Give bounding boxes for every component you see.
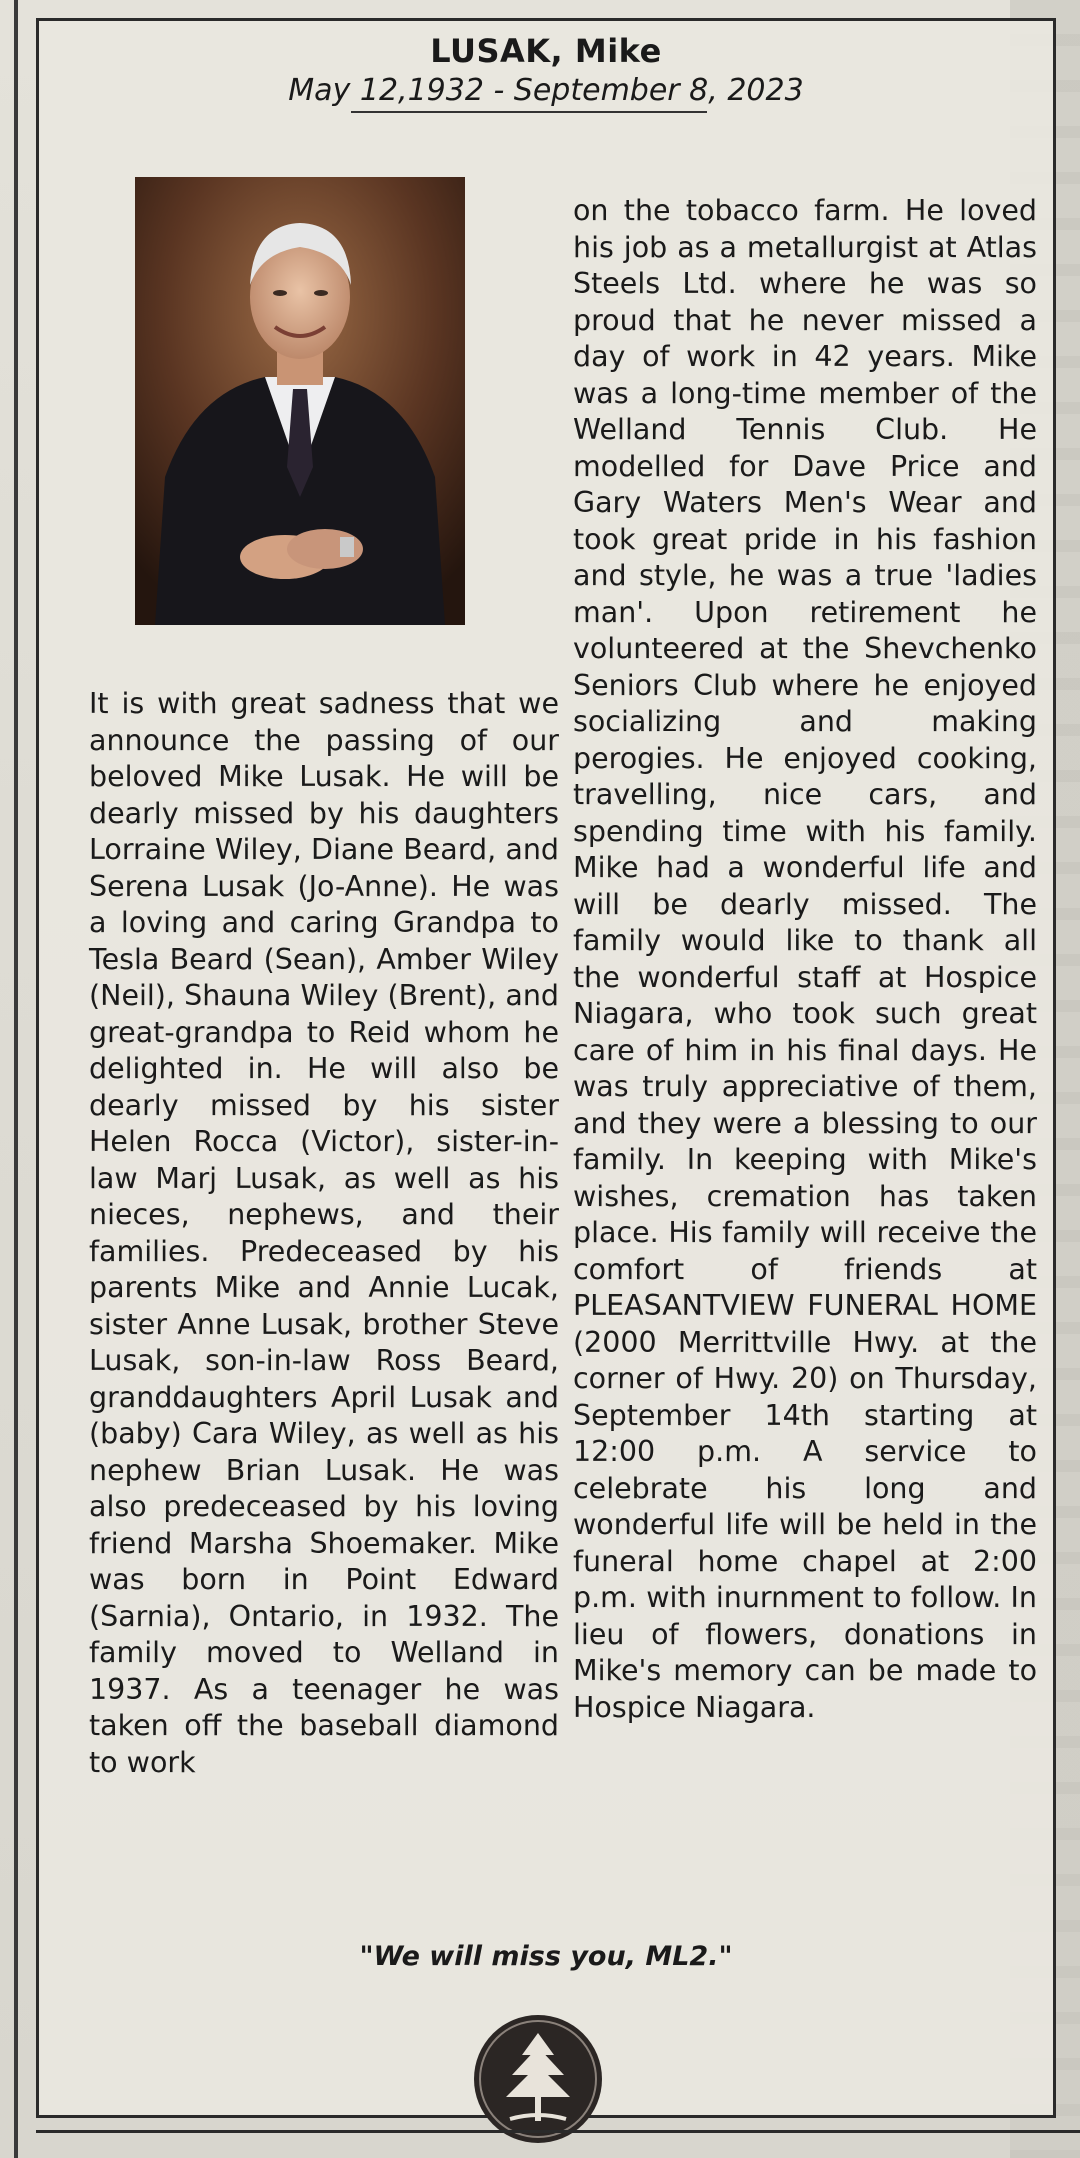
deceased-name: LUSAK, Mike xyxy=(430,32,662,70)
portrait-photo xyxy=(135,177,465,625)
obituary-right-paragraph: on the tobacco farm. He loved his job as a metallurgist at Atlas Steels Ltd. where he was so proud that he never missed a day of work in 42 years. Mike was a long-time member of the Welland Tennis Club. He modelled for Dave Price and Gary Waters Men's Wear and took great pride in his fashion and style, he was a true 'ladies man'. Upon retirement he volunteered at the Shevchenko Seniors Club where he enjoyed socializing and making perogies. He enjoyed cooking, travelling, nice cars, and spending time with his family. Mike had a wonderful life and will be dearly missed. The family would like to thank all the wonderful staff at Hospice Niagara, who took such great care of him in his final days. He was truly appreciative of them, and they were a blessing to our family. In keeping with Mike's wishes, cremation has taken place. His family will receive the comfort of friends at PLEASANTVIEW FUNERAL HOME (2000 Merrittville Hwy. at the corner of Hwy. 20) on Thursday, September 14th starting at 12:00 p.m. A service to celebrate his long and wonderful life will be held in the funeral home chapel at 2:00 p.m. with inurnment to follow. In lieu of flowers, donations in Mike's memory can be made to Hospice Niagara. xyxy=(573,194,1037,1724)
left-column-rule xyxy=(14,0,18,2158)
dates-underline xyxy=(351,111,707,113)
tree-emblem-icon xyxy=(470,2011,606,2147)
life-dates: May 12,1932 - September 8, 2023 xyxy=(288,73,804,108)
obituary-header xyxy=(39,31,1053,111)
obituary-frame xyxy=(36,18,1056,2118)
memorial-quote: "We will miss you, ML2." xyxy=(359,1941,733,1972)
bottom-rule xyxy=(36,2130,1080,2133)
obituary-text-left xyxy=(89,686,559,1781)
portrait-illustration xyxy=(135,177,465,625)
obituary-left-paragraph: It is with great sadness that we announce the passing of our beloved Mike Lusak. He will be dearly missed by his daughters Lorraine Wiley, Diane Beard, and Serena Lusak (Jo-Anne). He was a loving and caring Grandpa to Tesla Beard (Sean), Amber Wiley (Neil), Shauna Wiley (Brent), and great-grandpa to Reid whom he delighted in. He will also be dearly missed by his sister Helen Rocca (Victor), sister-in-law Marj Lusak, as well as his nieces, nephews, and their families. Predeceased by his parents Mike and Annie Lucak, sister Anne Lusak, brother Steve Lusak, son-in-law Ross Beard, granddaughters April Lusak and (baby) Cara Wiley, as well as his nephew Brian Lusak. He was also predeceased by his loving friend Marsha Shoemaker. Mike was born in Point Edward (Sarnia), Ontario, in 1932. The family moved to Welland in 1937. As a teenager he was taken off the baseball diamond to work xyxy=(89,687,559,1779)
obituary-text-right xyxy=(573,193,1037,1726)
